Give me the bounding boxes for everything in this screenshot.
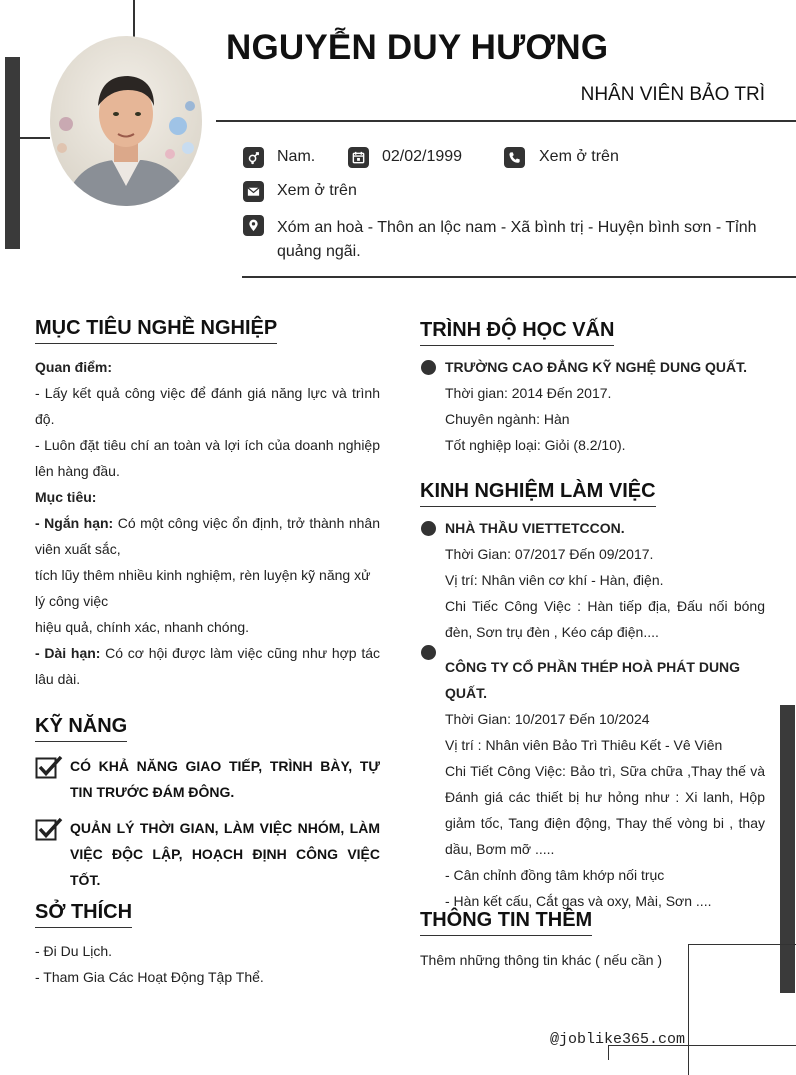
calendar-icon [348,147,369,168]
viewpoint-1: - Lấy kết quả công việc để đánh giá năng lực và trình độ. [35,385,380,427]
bullet-dot [421,360,436,375]
job-extra: - Cân chỉnh đồng tâm khớp nối trục [445,867,665,883]
job-detail: Chi Tiếc Công Việc : Hàn tiếp địa, Đấu nối bóng đèn, Sơn trụ đèn , Kéo cáp điện.... [445,598,765,640]
job-position: Vị trí : Nhân viên Bảo Trì Thiêu Kết - Vê Viên [445,737,723,753]
long-term-label: - Dài hạn: [35,645,101,661]
job-time: Thời Gian: 10/2017 Đến 10/2024 [445,711,650,727]
skill-item-2: QUẢN LÝ THỜI GIAN, LÀM VIỆC NHÓM, LÀM VIỆC ĐỘC LẬP, HOẠCH ĐỊNH CÔNG VIỆC TỐT. [70,820,380,888]
education-heading: TRÌNH ĐỘ HỌC VẤN [420,319,614,346]
job-time: Thời Gian: 07/2017 Đến 09/2017. [445,546,654,562]
objective-content [35,354,380,692]
education-grade: Tốt nghiệp loại: Giỏi (8.2/10). [445,437,626,453]
candidate-name: NGUYỄN DUY HƯƠNG [226,28,609,67]
bullet-dot [421,521,436,536]
contact-divider [242,276,796,278]
email-value: Xem ở trên [277,182,357,199]
bullet-dot [421,645,436,660]
school-name: TRƯỜNG CAO ĐẲNG KỸ NGHỆ DUNG QUẤT. [445,359,748,375]
email-icon [243,181,264,202]
skill-item-1: CÓ KHẢ NĂNG GIAO TIẾP, TRÌNH BÀY, TỰ TIN TRƯỚC ĐÁM ĐÔNG. [70,758,380,800]
goal-label: Mục tiêu: [35,489,97,505]
header-divider [216,120,796,122]
experience-heading: KINH NGHIỆM LÀM VIỆC [420,480,656,507]
short-term-goal [35,510,380,562]
job-position: Vị trí: Nhân viên cơ khí - Hàn, điện. [445,572,664,588]
short-term-line2: tích lũy thêm nhiều kinh nghiệm, rèn luyện kỹ năng xử lý công việc [35,567,371,609]
left-horizontal-line [20,137,50,139]
additional-info-heading: THÔNG TIN THÊM [420,909,592,936]
short-term-line3: hiệu quả, chính xác, nhanh chóng. [35,619,250,635]
company-name: NHÀ THẦU VIETTETCCON. [445,520,625,536]
gender-value: Nam. [277,148,316,165]
hobbies-heading: SỞ THÍCH [35,901,132,928]
education-time: Thời gian: 2014 Đến 2017. [445,385,612,401]
long-term-text: Có cơ hội được làm việc cũng như hợp tác lâu dài. [35,645,380,687]
birthday-value: 02/02/1999 [382,148,463,165]
phone-value: Xem ở trên [539,148,619,165]
objective-heading: MỤC TIÊU NGHỀ NGHIỆP [35,317,277,344]
additional-info-text: Thêm những thông tin khác ( nếu cần ) [420,952,663,968]
short-term-label: - Ngắn hạn: [35,515,114,531]
gender-icon [243,147,264,168]
hobby-item: - Đi Du Lịch. [35,943,113,959]
location-icon [243,215,264,236]
company-name: CÔNG TY CỔ PHẦN THÉP HOÀ PHÁT DUNG QUẤT. [445,659,741,701]
skills-heading: KỸ NĂNG [35,715,127,742]
watermark: @joblike365.com [550,1031,686,1048]
viewpoint-2: - Luôn đặt tiêu chí an toàn và lợi ích của doanh nghiệp lên hàng đầu. [35,437,380,479]
check-icon [35,816,61,840]
job-extra: - Hàn kết cấu, Cắt gas và oxy, Mài, Sơn .... [445,893,712,909]
experience-entry-2 [445,654,765,914]
left-accent-bar [5,57,20,249]
viewpoint-label: Quan điểm: [35,359,113,375]
address-value: Xóm an hoà - Thôn an lộc nam - Xã bình trị - Huyện bình sơn - Tỉnh quảng ngãi. [277,219,757,260]
top-vertical-line [133,0,135,38]
check-icon [35,754,61,778]
avatar [50,36,202,206]
hobbies-list [35,938,380,990]
short-term-text: Có một công việc ổn định, trở thành nhân viên xuất sắc, [35,515,381,557]
job-detail: Chi Tiết Công Việc: Bảo trì, Sữa chữa ,Thay thế và Đánh giá các thiết bị hư hỏng như : Xi lanh, Hộp giảm tốc, Tang điện động, Thay thế vòng bi , thay dầu, Bơm mỡ ..... [445,763,765,857]
hobby-item: - Tham Gia Các Hoạt Động Tập Thể. [35,969,264,985]
job-title: NHÂN VIÊN BẢO TRÌ [580,84,765,105]
experience-entry-1 [445,515,765,645]
long-term-goal [35,640,380,692]
education-entry [445,354,765,458]
education-major: Chuyên ngành: Hàn [445,411,570,427]
phone-icon [504,147,525,168]
